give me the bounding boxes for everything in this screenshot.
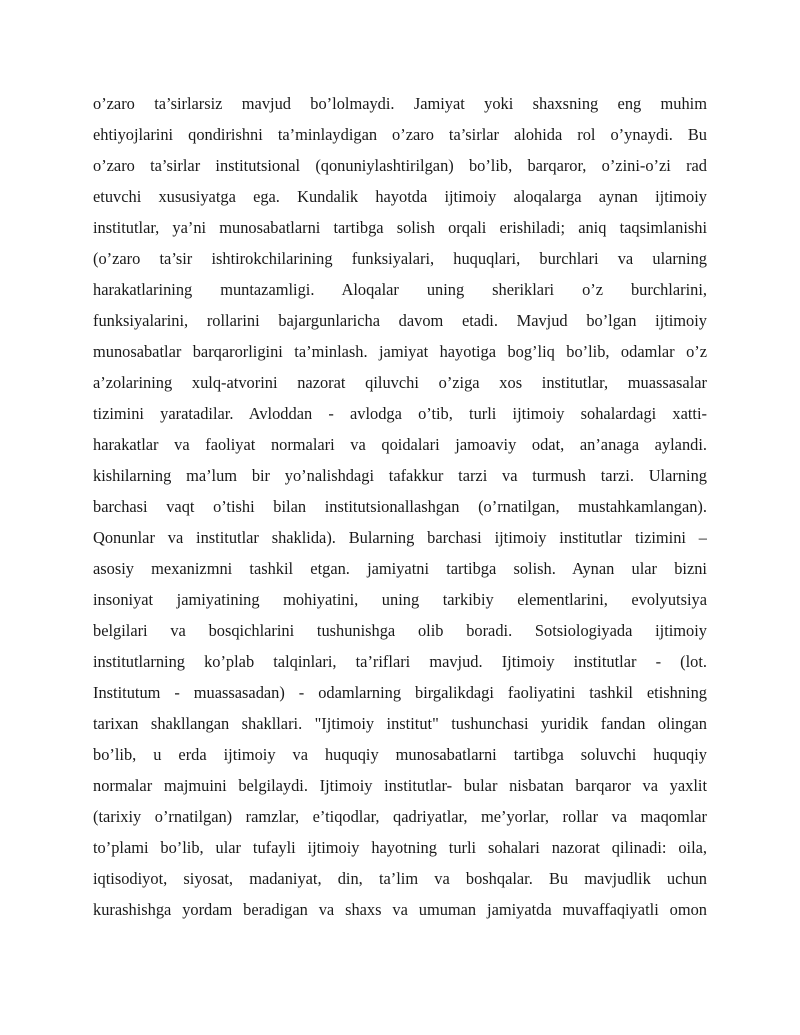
- text-line: funksiyalarini, rollarini bajargunlaricha davom etadi. Mavjud bo’lgan ijtimoiy: [93, 311, 707, 330]
- text-line: a’zolarining xulq-atvorini nazorat qiluvchi o’ziga xos institutlar, muassasalar: [93, 373, 707, 392]
- text-line: institutlarning ko’plab talqinlari, ta’riflari mavjud. Ijtimoiy institutlar - (lot.: [93, 652, 707, 671]
- text-line: barchasi vaqt o’tishi bilan institutsionallashgan (o’rnatilgan, mustahkamlangan).: [93, 497, 707, 516]
- text-line: tizimini yaratadilar. Avloddan - avlodga o’tib, turli ijtimoiy sohalardagi xatti-: [93, 404, 707, 423]
- text-line: institutlar, ya’ni munosabatlarni tartibga solish orqali erishiladi; aniq taqsimlanishi: [93, 218, 707, 237]
- text-line: o’zaro ta’sirlar institutsional (qonuniylashtirilgan) bo’lib, barqaror, o’zini-o’zi rad: [93, 156, 707, 175]
- text-line: tarixan shakllangan shakllari. "Ijtimoiy institut" tushunchasi yuridik fandan olingan: [93, 714, 707, 733]
- text-line: harakatlar va faoliyat normalari va qoidalari jamoaviy odat, an’anaga aylandi.: [93, 435, 707, 454]
- text-line: o’zaro ta’sirlarsiz mavjud bo’lolmaydi. Jamiyat yoki shaxsning eng muhim: [93, 94, 707, 113]
- text-line: to’plami bo’lib, ular tufayli ijtimoiy hayotning turli sohalari nazorat qilinadi: oila,: [93, 838, 707, 857]
- text-line: insoniyat jamiyatining mohiyatini, uning tarkibiy elementlarini, evolyutsiya: [93, 590, 707, 609]
- text-line: kishilarning ma’lum bir yo’nalishdagi tafakkur tarzi va turmush tarzi. Ularning: [93, 466, 707, 485]
- text-line: belgilari va bosqichlarini tushunishga olib boradi. Sotsiologiyada ijtimoiy: [93, 621, 707, 640]
- text-line: Qonunlar va institutlar shaklida). Bularning barchasi ijtimoiy institutlar tizimini –: [93, 528, 707, 547]
- text-line: etuvchi xususiyatga ega. Kundalik hayotda ijtimoiy aloqalarga aynan ijtimoiy: [93, 187, 707, 206]
- text-line: iqtisodiyot, siyosat, madaniyat, din, ta’lim va boshqalar. Bu mavjudlik uchun: [93, 869, 707, 888]
- text-line: kurashishga yordam beradigan va shaxs va umuman jamiyatda muvaffaqiyatli omon: [93, 900, 707, 919]
- text-line: normalar majmuini belgilaydi. Ijtimoiy institutlar- bular nisbatan barqaror va yaxlit: [93, 776, 707, 795]
- text-line: (o’zaro ta’sir ishtirokchilarining funksiyalari, huquqlari, burchlari va ularning: [93, 249, 707, 268]
- document-page: [93, 88, 707, 925]
- text-line: bo’lib, u erda ijtimoiy va huquqiy munosabatlarni tartibga soluvchi huquqiy: [93, 745, 707, 764]
- text-line: Institutum - muassasadan) - odamlarning birgalikdagi faoliyatini tashkil etishning: [93, 683, 707, 702]
- body-paragraph: [93, 88, 707, 925]
- text-line: munosabatlar barqarorligini ta’minlash. jamiyat hayotiga bog’liq bo’lib, odamlar o’z: [93, 342, 707, 361]
- text-line: harakatlarining muntazamligi. Aloqalar uning sheriklari o’z burchlarini,: [93, 280, 707, 299]
- text-line: (tarixiy o’rnatilgan) ramzlar, e’tiqodlar, qadriyatlar, me’yorlar, rollar va maqomlar: [93, 807, 707, 826]
- text-line: asosiy mexanizmni tashkil etgan. jamiyatni tartibga solish. Aynan ular bizni: [93, 559, 707, 578]
- text-line: ehtiyojlarini qondirishni ta’minlaydigan o’zaro ta’sirlar alohida rol o’ynaydi. Bu: [93, 125, 707, 144]
